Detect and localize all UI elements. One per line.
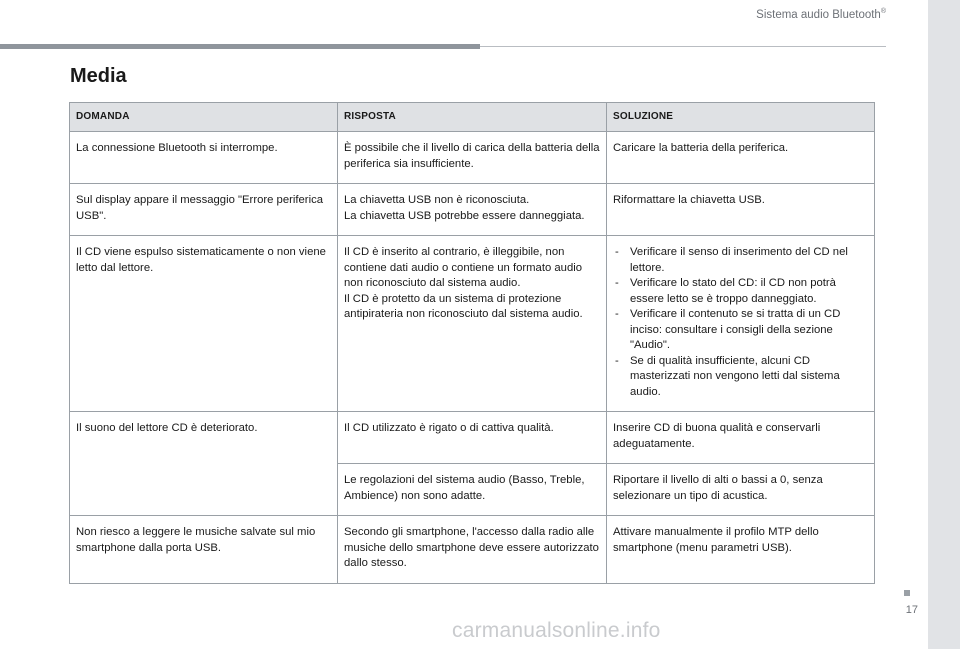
question-cell: Il CD viene espulso sistematicamente o non viene letto dal lettore. [70,236,338,412]
answer-cell [338,464,607,516]
table-row [70,184,875,236]
answer-cell [338,412,607,464]
answer-line: Il CD è protetto da un sistema di protezione antipirateria non riconosciuto dal sistema audio. [344,292,583,320]
table-row [70,236,875,412]
answer-line: Il CD è inserito al contrario, è illeggibile, non contiene dati audio o contiene un formato audio non riconosciuto dal sistema audio. [344,246,583,289]
answer-line: La chiavetta USB potrebbe essere danneggiata. [344,209,585,222]
answer-line: Secondo gli smartphone, l'accesso dalla radio alle musiche dello smartphone deve essere autorizzato dallo stesso. [344,526,599,569]
column-header-question: DOMANDA [70,103,338,132]
question-cell: Non riesco a leggere le musiche salvate sul mio smartphone dalla porta USB. [70,516,338,584]
column-header-solution: SOLUZIONE [607,103,875,132]
answer-line: La chiavetta USB non è riconosciuta. [344,194,530,206]
answer-cell [338,236,607,412]
solution-cell [607,236,875,412]
list-item: - Verificare lo stato del CD: il CD non potrà essere letto se è troppo danneggiato. [615,277,836,305]
page-marker-square [904,590,910,596]
solution-cell [607,516,875,584]
answer-cell [338,516,607,584]
solution-cell [607,184,875,236]
header-rule-left [0,44,480,49]
answer-cell [338,132,607,184]
table-row [70,516,875,584]
answer-line: Le regolazioni del sistema audio (Basso, Treble, Ambience) non sono adatte. [344,474,585,502]
answer-line: È possibile che il livello di carica della batteria della periferica sia insufficiente. [344,142,600,170]
troubleshooting-table [69,102,875,584]
header-rule-right [480,46,886,47]
solution-line: Caricare la batteria della periferica. [613,142,789,154]
solution-cell [607,464,875,516]
answer-line: Il CD utilizzato è rigato o di cattiva qualità. [344,422,554,434]
list-item: - Verificare il senso di inserimento del CD nel lettore. [615,246,848,274]
section-title: Media [70,65,127,87]
running-header: Sistema audio Bluetooth® [756,8,886,21]
solution-list [613,245,868,400]
question-cell: Sul display appare il messaggio "Errore periferica USB". [70,184,338,236]
solution-line: Inserire CD di buona qualità e conservarli adeguatamente. [613,422,821,450]
solution-cell [607,412,875,464]
list-item: - Se di qualità insufficiente, alcuni CD masterizzati non vengono letti dal sistema audio. [615,354,840,398]
answer-cell [338,184,607,236]
list-item: - Verificare il contenuto se si tratta di un CD inciso: consultare i consigli della sezione "Audio". [615,308,841,351]
table-header-row [70,103,875,132]
solution-cell [607,132,875,184]
solution-line: Riportare il livello di alti o bassi a 0, senza selezionare un tipo di acustica. [613,474,823,502]
side-band [928,0,960,649]
question-cell: Il suono del lettore CD è deteriorato. [70,412,338,516]
question-cell: La connessione Bluetooth si interrompe. [70,132,338,184]
solution-line: Riformattare la chiavetta USB. [613,194,765,206]
table-row [70,412,875,464]
column-header-answer: RISPOSTA [338,103,607,132]
page-number: 17 [905,604,918,616]
table-row [70,132,875,184]
watermark: carmanualsonline.info [452,619,661,642]
solution-line: Attivare manualmente il profilo MTP dello smartphone (menu parametri USB). [613,526,819,554]
